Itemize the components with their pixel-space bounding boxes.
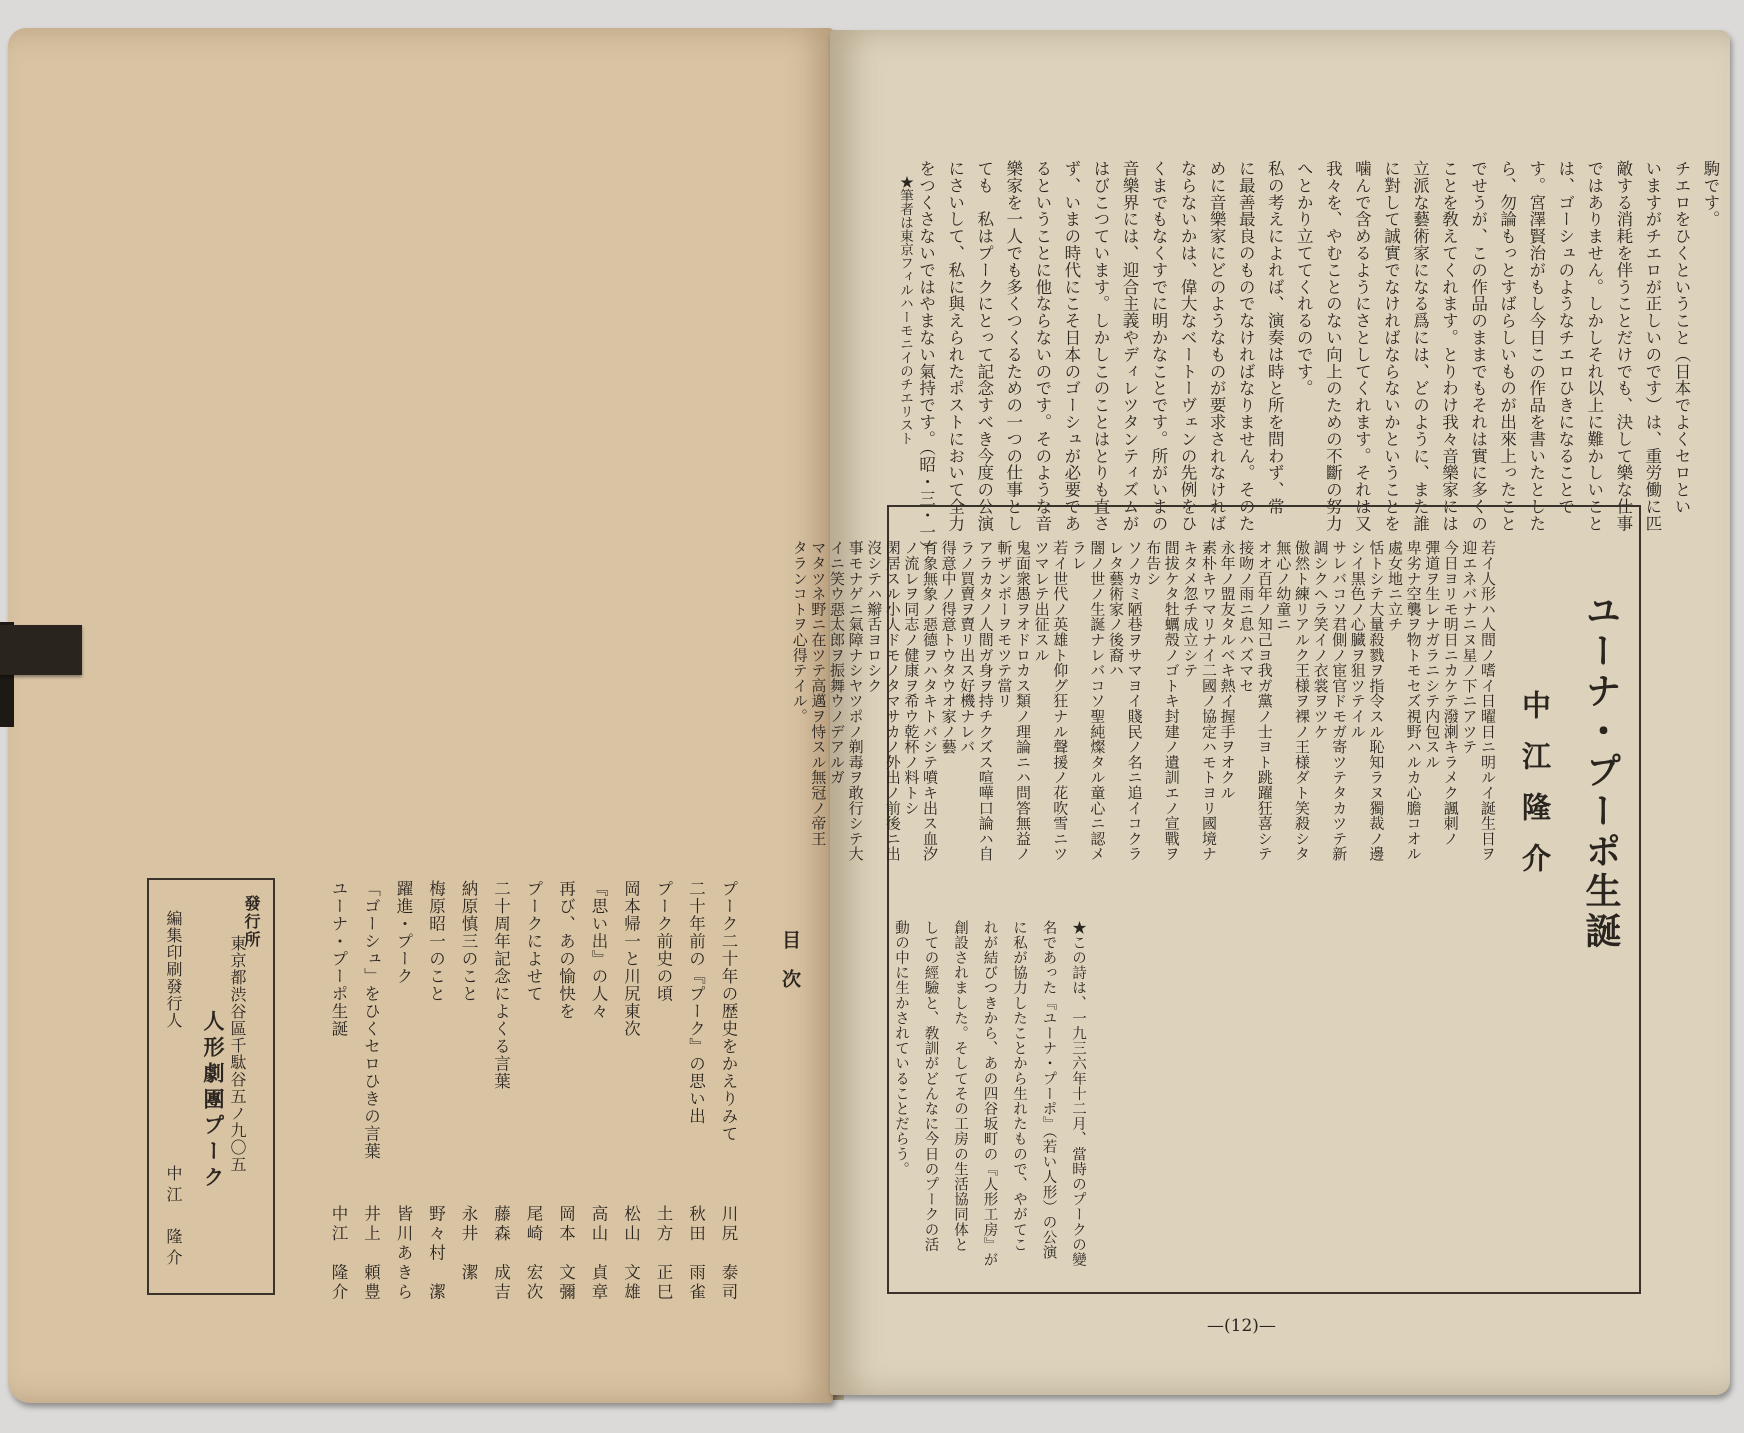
article-line: へとかり立ててくれるのです。 xyxy=(1294,160,1314,397)
poem-line: 間拔ケタ牡蠣殼ノゴトキ封建ノ遺訓エノ宣戰ヲ xyxy=(1162,540,1181,862)
poem-line: 事モナゲニ氣障ナシヤツポノ剃毒ヲ敢行シテ大 xyxy=(846,540,865,862)
colophon-address: 東京都渋谷區千駄谷五ノ九〇五 xyxy=(228,935,247,1173)
toc-entry-author: 井上 頼豊 xyxy=(361,1205,381,1303)
article-line: は、ゴーシュのようなチエロひきになることで xyxy=(1555,160,1575,515)
toc-entry-title: 二十周年記念によくる言葉 xyxy=(491,880,511,1090)
article-line: 立派な藝術家になる爲には、どのように、また誰 xyxy=(1410,160,1430,532)
poem-note-line: 動の中に生かされていることだらう。 xyxy=(893,920,909,1177)
poem-line: 得意中ノ得意トウタウオ家ノ藝 xyxy=(939,540,958,755)
poem-line: ソノカミ陋巷ヲサマヨイ賤民ノ名ニ追イコクラ xyxy=(1125,540,1144,862)
colophon-editor: 中江 隆介 xyxy=(164,1165,183,1270)
poem-line: 沒シテハ辮舌ヨロシク xyxy=(865,540,884,693)
poem-note-line: れが結びつきから、あの四谷坂町の『人形工房』が xyxy=(981,920,998,1268)
poem-line: レタ藝術家ノ後裔ハ xyxy=(1107,540,1125,678)
poem-line: オオ百年ノ知己ヨ我ガ黨ノ士ヨト跳躍狂喜シテ xyxy=(1255,540,1274,862)
page-number: —(12)— xyxy=(1207,1316,1276,1336)
toc-entry-title: プークによせて xyxy=(524,880,543,1003)
article-footnote: ★筆者は東京フィルハーモニイのチエリスト xyxy=(897,175,913,445)
toc-heading: 目次 xyxy=(779,930,801,1008)
article-line: 敵する消耗を伴うことだけでも、決して樂な仕事 xyxy=(1613,160,1633,532)
poem-line: 素朴キワマリナイ二國ノ協定ハモトヨリ國境ナ xyxy=(1200,540,1218,862)
article-line: ら、勿論もっとすばらしいものが出來上ったこと xyxy=(1497,160,1517,532)
article-line: ではありません。しかしそれ以上に難かしいこと xyxy=(1584,160,1604,532)
article-line: に對して誠實でなければならないかということを xyxy=(1381,160,1401,532)
bookmark-tab xyxy=(0,625,82,675)
poem-line: 無心ノ幼童ニ xyxy=(1274,540,1293,632)
poem-line: マタツネ野ニ在ツテ高邁ヲ恃スル無冠ノ帝王 xyxy=(809,540,828,846)
poem-line: 恬トシテ大量殺戮ヲ指令スル恥知ラヌ獨裁ノ邊 xyxy=(1367,540,1386,862)
poem-line: 傲然ト練リアルク王様ヲ裸ノ王様ダト笑殺シタ xyxy=(1293,540,1311,862)
poem-line: 闇ノ世ノ生誕ナレバコソ聖純燦タル童心ニ認メ xyxy=(1088,540,1107,862)
poem-line: サレバコソ君側ノ宦官ドモガ寄ツテタカツテ新 xyxy=(1330,540,1349,862)
toc-entry-title: ユーナ・プーポ生誕 xyxy=(329,880,348,1038)
toc-entry-author: 野々村 潔 xyxy=(426,1205,446,1303)
article-line: をつくさないではやまない氣持です。（昭・三・一） xyxy=(916,160,936,558)
article-line: 音樂界には、迎合主義やディレツタンティズムが xyxy=(1120,160,1139,532)
poem-note-line: 名であった『ユーナ・プーポ』（若い人形）の公演 xyxy=(1040,920,1057,1261)
poem-line: キタメ忽チ成立シテ xyxy=(1181,540,1200,678)
toc-entry-title: 躍進・プーク xyxy=(394,880,413,985)
toc-entry-author: 土方 正巳 xyxy=(654,1205,673,1303)
article-line: ことを敎えてくれます。とりわけ我々音樂家には xyxy=(1439,160,1459,532)
poem-line: 處女地ニ立チ xyxy=(1386,540,1404,632)
poem-line: 鬼面衆愚ヲオドロカス類ノ理論ニハ問答無益ノ xyxy=(1014,540,1032,862)
poem-line: ツマレテ出征スル xyxy=(1032,540,1051,663)
article-line: ならないかは、偉大なベートーヴェンの先例をひ xyxy=(1178,160,1198,532)
article-line: るということに他ならないのです。そのような音 xyxy=(1032,160,1052,532)
poem-line: ラノ買賣ヲ賣リ出ス好機ナレバ xyxy=(958,540,977,755)
poem-line: シイ黒色ノ心臓ヲ狙ツテイル xyxy=(1348,540,1367,739)
toc-entry-author: 川尻 泰司 xyxy=(719,1205,738,1303)
article-line: ず、いまの時代にこそ日本のゴーシュが必要であ xyxy=(1061,160,1081,532)
toc-entry-title: プーク二十年の歴史をかえりみて xyxy=(719,880,738,1143)
poem-line: 閑居スル小人ドモノタマサカノ外出ノ前後ニ出 xyxy=(883,540,902,862)
colophon-editor-label: 編集印刷發行人 xyxy=(164,910,183,1029)
poem-line: 迎エネバナニヌ星ノ下ニアツテ xyxy=(1460,540,1479,755)
article-line: 駒です。 xyxy=(1701,160,1720,228)
article-line: いますがチエロが正しいのです）は、重労働に匹 xyxy=(1642,160,1662,532)
poem-line: 卑劣ナ空襲ヲ物トモセズ視野ハルカ心膽コオル xyxy=(1404,540,1423,862)
toc-entry-author: 高山 貞章 xyxy=(589,1205,608,1303)
toc-entry-title: 再び、あの愉快を xyxy=(556,880,576,1020)
article-line: めに音樂家にどのようなものが要求されなければ xyxy=(1207,160,1227,532)
poem-note-line: ★この詩は、一九三六年十二月、當時のプークの變 xyxy=(1070,920,1086,1268)
toc-entry-author: 藤森 成吉 xyxy=(491,1205,511,1303)
toc-entry-author: 秋田 雨雀 xyxy=(686,1205,706,1303)
poem-line: アラカタノ人間ガ身ヲ持チクズス喧嘩口論ハ自 xyxy=(976,540,995,862)
poem-title: ユーナ・プーポ生誕 xyxy=(1580,592,1622,952)
poem-line: ラレ xyxy=(1069,540,1088,571)
left-page xyxy=(8,28,833,1403)
poem-note-line: に私が協力したことから生れたもので、やがてこ xyxy=(1011,920,1027,1253)
poem-line: 布告シ xyxy=(1144,540,1163,586)
article-line: 私の考えによれば、演奏は時と所を問わず、常 xyxy=(1265,160,1285,515)
toc-entry-author: 松山 文雄 xyxy=(621,1205,641,1303)
toc-entry-title: プーク前史の頃 xyxy=(654,880,673,1003)
article-line: にさいして、私に與えられたポストにおいて全力 xyxy=(945,160,965,532)
poem-note-line: しての經驗と、敎訓がどんなに今日のプークの活 xyxy=(922,920,939,1253)
poem-line: 斬ザンポーヲモツテ當リ xyxy=(995,540,1014,709)
poem-note-line: 創設されました。そしてその工房の生活協同体と xyxy=(952,920,968,1253)
poem-line: 若イ人形ハ人間ノ嗜イ日曜日ニ明ルイ誕生日ヲ xyxy=(1479,540,1497,862)
toc-entry-author: 尾崎 宏次 xyxy=(524,1205,543,1303)
toc-entry-title: 梅原昭一のこと xyxy=(426,880,446,1003)
poem-author: 中江隆介 xyxy=(1518,690,1552,894)
article-line: す。宮澤賢治がもし今日この作品を書いたとした xyxy=(1526,160,1546,532)
toc-entry-title: 岡本帰一と川尻東次 xyxy=(621,880,641,1038)
toc-entry-author: 中江 隆介 xyxy=(329,1205,348,1303)
article-line: チエロをひくということ（日本でよくセロとい xyxy=(1671,160,1691,515)
article-line: 我々を、やむことのない向上のための不斷の努力 xyxy=(1323,160,1343,532)
article-line: はびこつています。しかしこのことはとりも直さ xyxy=(1090,160,1110,532)
poem-line: 若イ世代ノ英雄ト仰グ狂ナル聲援ノ花吹雪ニツ xyxy=(1051,540,1070,862)
article-line: くまでもなくすでに明かなことです。所がいまの xyxy=(1149,160,1169,532)
toc-entry-author: 皆川あきら xyxy=(394,1205,413,1303)
poem-line: 永年ノ盟友タルベキ熱イ握手ヲオクル xyxy=(1218,540,1237,801)
article-line: ても 私はプークにとって記念すべき今度の公演 xyxy=(974,160,994,532)
article-line: 樂家を一人でも多くつくるための一つの仕事とし xyxy=(1003,160,1023,532)
toc-entry-author: 永井 潔 xyxy=(459,1205,478,1283)
toc-entry-title: 『思い出』の人々 xyxy=(589,880,608,1020)
poem-line: 接吻ノ雨ニ息ハズマセ xyxy=(1237,540,1256,693)
colophon-org: 人形劇團プーク xyxy=(201,1010,226,1192)
poem-line: 彈道ヲ生レナガラニシテ内包スル xyxy=(1423,540,1442,770)
article-line: に最善最良のものでなければなりません。そのた xyxy=(1236,160,1256,532)
article-line: 噛んで含めるようにさとしてくれます。それは又 xyxy=(1352,160,1372,532)
poem-line: タランコトヲ心得テイル。 xyxy=(790,540,809,724)
toc-entry-title: 納原慎三のこと xyxy=(459,880,478,1003)
colophon-label: 發行所 xyxy=(242,895,261,949)
toc-entry-title: 「ゴーシュ」をひくセロひきの言葉 xyxy=(361,880,381,1160)
article-line: でせうが、この作品のままでもそれは實に多くの xyxy=(1468,160,1488,532)
poem-line: 今日ヨリモ明日ニカケテ潑溂キラメク諷刺ノ xyxy=(1441,540,1460,846)
toc-entry-author: 岡本 文彌 xyxy=(556,1205,576,1303)
poem-line: 有象無象ノ惡德ヲハタキトバシテ噴キ出ス血汐 xyxy=(921,540,939,862)
poem-line: 調シクヘラ笑イノ衣裳ヲツケ xyxy=(1311,540,1330,739)
toc-entry-title: 二十年前の『プーク』の思い出 xyxy=(686,880,706,1125)
poem-line: ノ流レヲ同志ノ健康ヲ希ウ乾杯ノ料トシ xyxy=(902,540,921,816)
poem-line: イニ笑ウ惡太郎ヲ振舞ウノデアルガ xyxy=(828,540,846,785)
